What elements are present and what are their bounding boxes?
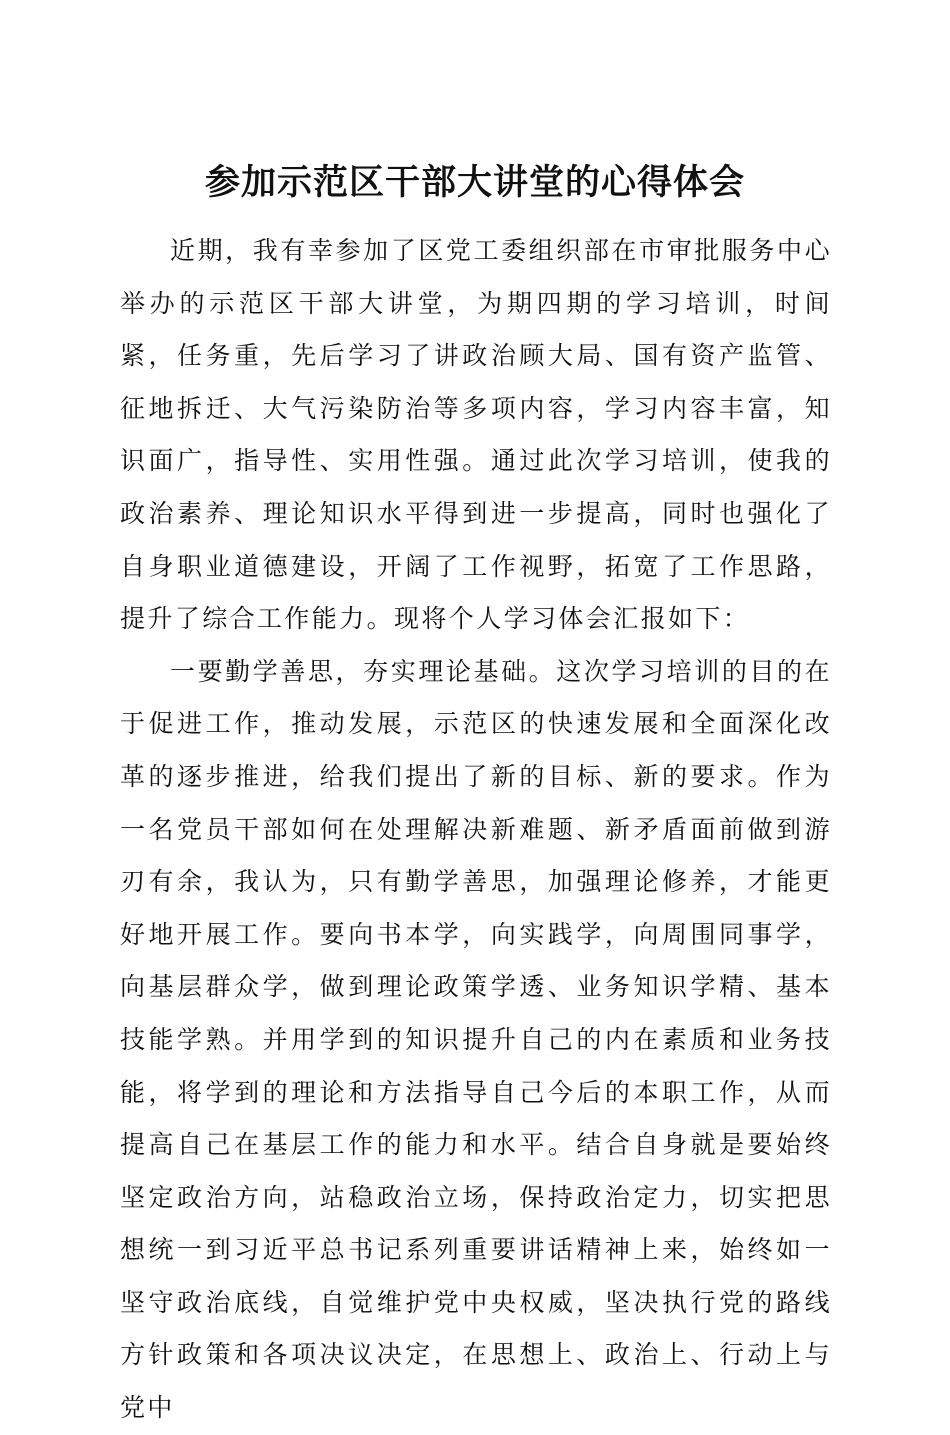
document-body — [120, 225, 832, 1435]
paragraph-intro: 近期，我有幸参加了区党工委组织部在市审批服务中心举办的示范区干部大讲堂，为期四期的学习培训，时间紧，任务重，先后学习了讲政治顾大局、国有资产监管、征地拆迁、大气污染防治等多项内容，学习内容丰富，知识面广，指导性、实用性强。通过此次学习培训，使我的政治素养、理论知识水平得到进一步提高，同时也强化了自身职业道德建设，开阔了工作视野，拓宽了工作思路，提升了综合工作能力。现将个人学习体会汇报如下： — [120, 236, 832, 634]
paragraph-point-one: 一要勤学善思，夯实理论基础。这次学习培训的目的在于促进工作，推动发展，示范区的快速发展和全面深化改革的逐步推进，给我们提出了新的目标、新的要求。作为一名党员干部如何在处理解决新难题、新矛盾面前做到游刃有余，我认为，只有勤学善思，加强理论修养，才能更好地开展工作。要向书本学，向实践学，向周围同事学，向基层群众学，做到理论政策学透、业务知识学精、基本技能学熟。并用学到的知识提升自己的内在素质和业务技能，将学到的理论和方法指导自己今后的本职工作，从而提高自己在基层工作的能力和水平。结合自身就是要始终坚定政治方向，站稳政治立场，保持政治定力，切实把思想统一到习近平总书记系列重要讲话精神上来，始终如一坚守政治底线，自觉维护党中央权威，坚决执行党的路线方针政策和各项决议决定，在思想上、政治上、行动上与党中 — [120, 656, 832, 1423]
document-title: 参加示范区干部大讲堂的心得体会 — [204, 162, 745, 204]
